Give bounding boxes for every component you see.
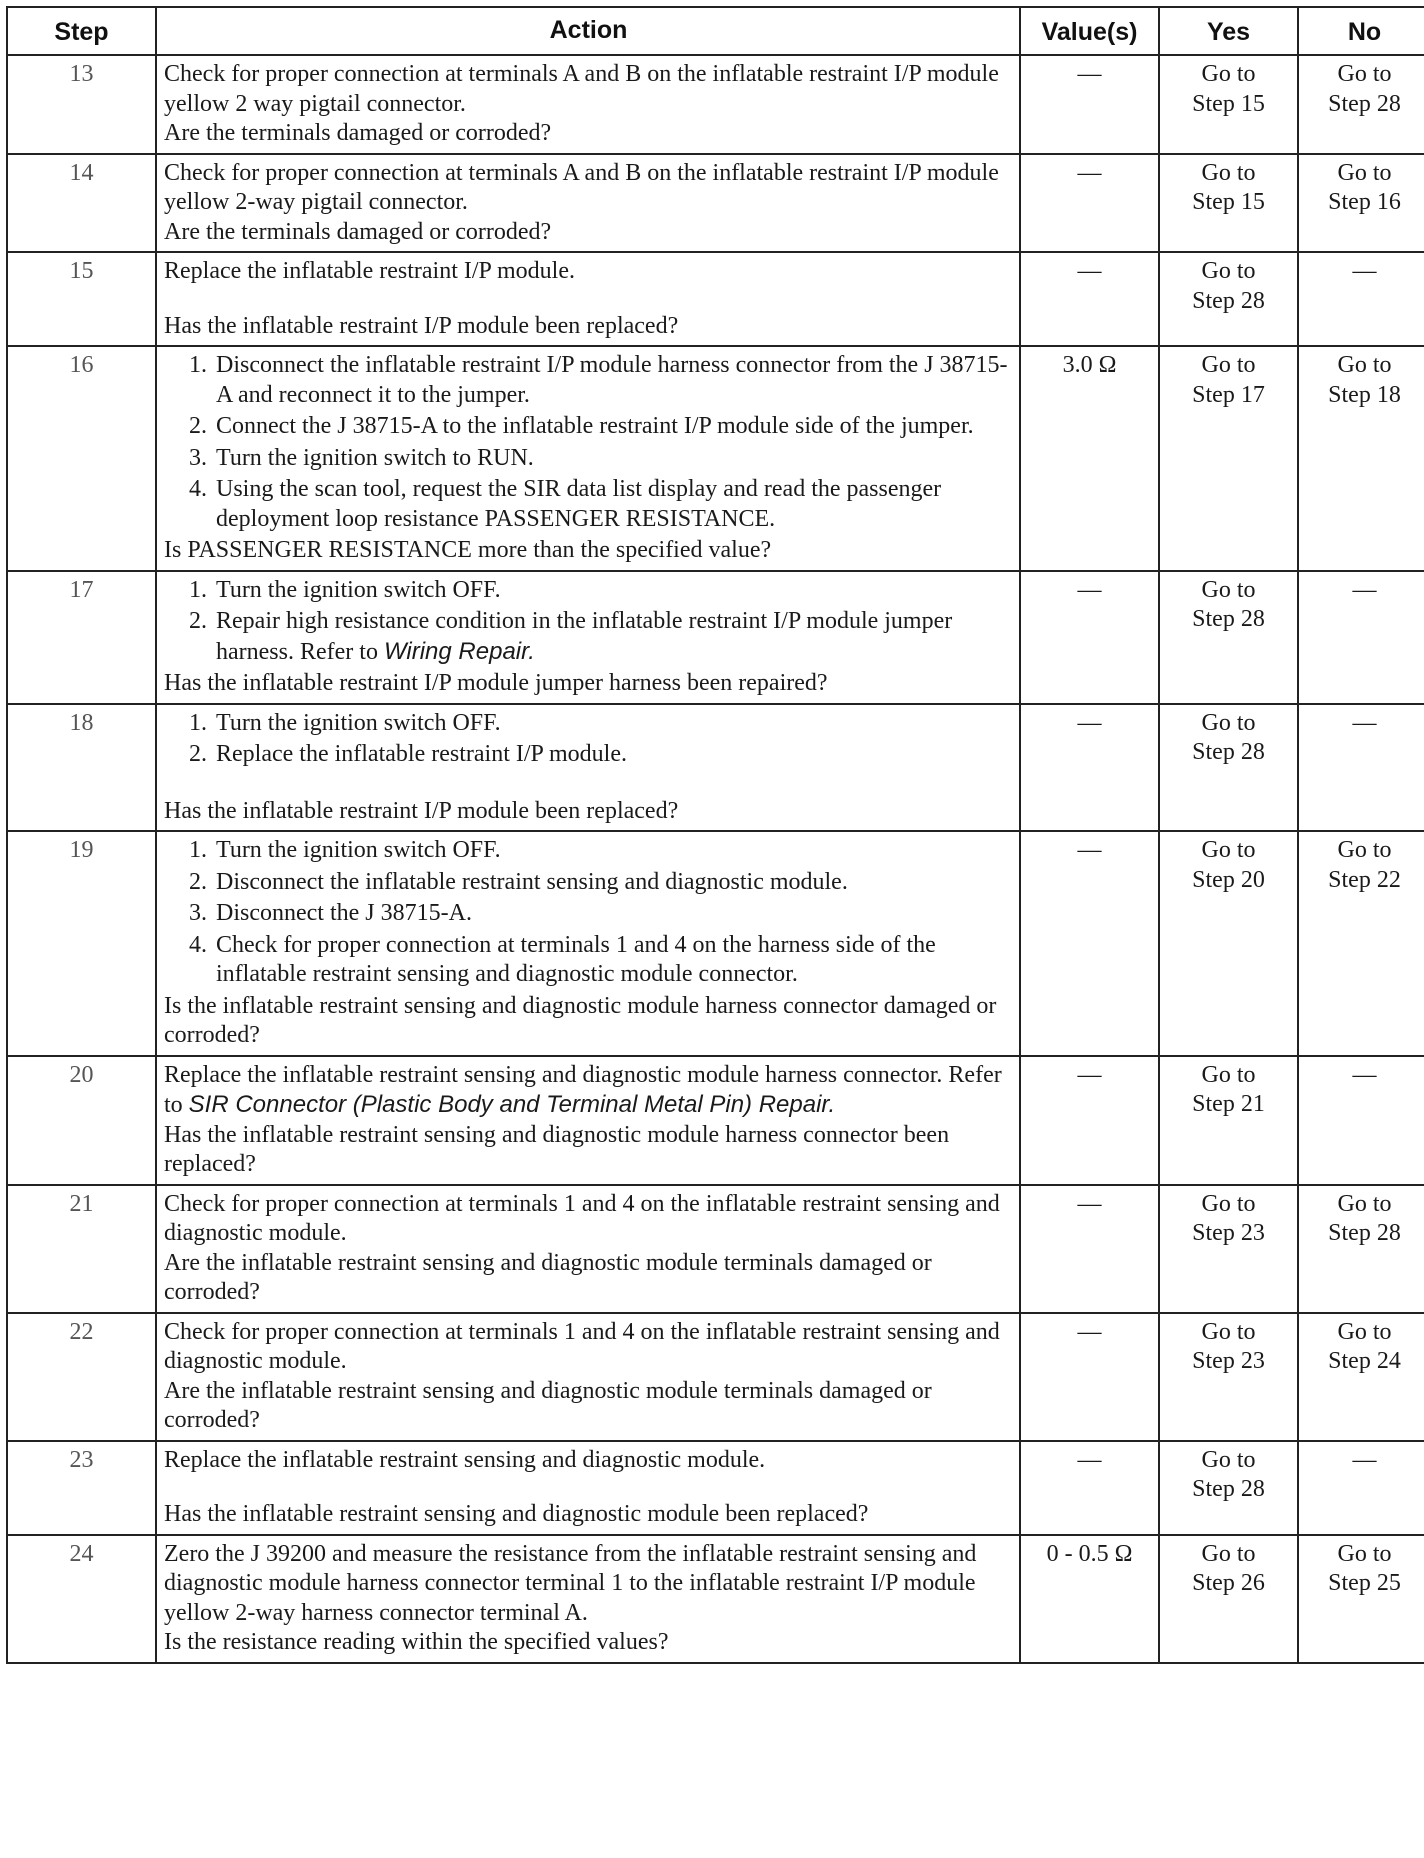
yes-cell <box>1159 252 1298 346</box>
yes-goto-step: Step 28 <box>1192 1476 1265 1502</box>
action-question: Has the inflatable restraint sensing and diagnostic module harness connector been replaced? <box>164 1121 950 1177</box>
table-header-row <box>7 7 1424 55</box>
yes-cell <box>1159 346 1298 571</box>
action-cell <box>156 55 1020 154</box>
no-goto-label: Go to <box>1337 61 1392 87</box>
substep-list <box>164 836 1013 990</box>
action-question: Are the inflatable restraint sensing and diagnostic module terminals damaged or corroded? <box>164 1377 932 1433</box>
diagnostic-table <box>6 6 1424 1664</box>
yes-goto-label: Go to <box>1201 159 1256 186</box>
no-goto-label: Go to <box>1337 352 1392 378</box>
action-question: Is PASSENGER RESISTANCE more than the specified value? <box>164 537 772 563</box>
action-cell <box>156 346 1020 571</box>
yes-goto-step: Step 23 <box>1192 1348 1265 1374</box>
table-row <box>7 252 1424 346</box>
action-text: Replace the inflatable restraint sensing and diagnostic module harness connector. Refer to <box>164 1061 1002 1118</box>
yes-goto-label: Go to <box>1201 1318 1256 1345</box>
table-row <box>7 1313 1424 1441</box>
substep: 2. Disconnect the inflatable restraint sensing and diagnostic module. <box>164 868 1013 898</box>
action-text: Zero the J 39200 and measure the resistance from the inflatable restraint sensing and diagnostic module harness connector terminal 1 to the inflatable restraint I/P module yellow 2-way harness connector terminal A. <box>164 1540 977 1626</box>
value-cell: — <box>1020 831 1159 1056</box>
action-cell <box>156 252 1020 346</box>
yes-goto-label: Go to <box>1201 1061 1256 1088</box>
action-question: Is the inflatable restraint sensing and diagnostic module harness connector damaged or corroded? <box>164 992 997 1048</box>
yes-cell <box>1159 1313 1298 1441</box>
yes-goto-label: Go to <box>1201 837 1256 863</box>
yes-goto-label: Go to <box>1201 352 1256 378</box>
no-cell <box>1298 831 1424 1056</box>
header-yes: Yes <box>1159 7 1298 55</box>
yes-cell <box>1159 1185 1298 1313</box>
yes-goto-step: Step 26 <box>1192 1570 1265 1596</box>
value-cell: — <box>1020 1185 1159 1313</box>
substep: 1. Turn the ignition switch OFF. <box>164 836 1013 866</box>
substep: 3. Turn the ignition switch to RUN. <box>164 444 1013 474</box>
no-cell <box>1298 55 1424 154</box>
no-cell: — <box>1298 704 1424 832</box>
yes-cell <box>1159 1441 1298 1535</box>
substep-text: Using the scan tool, request the SIR data list display and read the passenger deployment loop resistance PASSENGER RESISTANCE. <box>216 476 942 532</box>
no-cell <box>1298 346 1424 571</box>
action-cell <box>156 1313 1020 1441</box>
yes-goto-step: Step 15 <box>1192 90 1265 117</box>
spacer <box>164 772 1013 797</box>
action-cell <box>156 1185 1020 1313</box>
step-number: 24 <box>7 1535 156 1663</box>
no-cell: — <box>1298 571 1424 704</box>
substep-text: Turn the ignition switch OFF. <box>216 709 501 736</box>
action-cell <box>156 704 1020 832</box>
yes-cell <box>1159 704 1298 832</box>
no-cell <box>1298 1535 1424 1663</box>
step-number: 20 <box>7 1056 156 1185</box>
substep-list <box>164 709 1013 770</box>
no-goto-step: Step 28 <box>1328 90 1401 117</box>
yes-cell <box>1159 831 1298 1056</box>
yes-goto-label: Go to <box>1201 576 1256 603</box>
value-cell: — <box>1020 571 1159 704</box>
yes-cell <box>1159 1535 1298 1663</box>
action-cell <box>156 831 1020 1056</box>
action-text: Check for proper connection at terminals 1 and 4 on the inflatable restraint sensing and diagnostic module. <box>164 1318 1000 1374</box>
no-goto-step: Step 16 <box>1328 189 1401 215</box>
substep-text: Turn the ignition switch to RUN. <box>216 444 534 471</box>
yes-goto-label: Go to <box>1201 1540 1256 1567</box>
substep-text: Check for proper connection at terminals 1 and 4 on the harness side of the inflatable restraint sensing and diagnostic module connector. <box>216 931 936 987</box>
yes-goto-label: Go to <box>1201 258 1256 284</box>
yes-goto-label: Go to <box>1201 1446 1256 1473</box>
no-cell <box>1298 1185 1424 1313</box>
no-goto-label: Go to <box>1337 837 1392 863</box>
action-question: Has the inflatable restraint I/P module jumper harness been repaired? <box>164 670 828 696</box>
action-question: Has the inflatable restraint sensing and diagnostic module been replaced? <box>164 1501 869 1527</box>
substep-list <box>164 576 1013 668</box>
step-number: 14 <box>7 154 156 253</box>
action-text: Replace the inflatable restraint I/P module. <box>164 258 575 284</box>
substep: 3. Disconnect the J 38715-A. <box>164 899 1013 929</box>
no-goto-label: Go to <box>1337 1540 1392 1567</box>
yes-cell <box>1159 154 1298 253</box>
action-text: Check for proper connection at terminals 1 and 4 on the inflatable restraint sensing and diagnostic module. <box>164 1190 1000 1246</box>
step-number: 17 <box>7 571 156 704</box>
step-number: 16 <box>7 346 156 571</box>
action-cell <box>156 571 1020 704</box>
table-row <box>7 1185 1424 1313</box>
action-cell <box>156 1056 1020 1185</box>
no-goto-label: Go to <box>1337 1318 1392 1345</box>
action-text: Replace the inflatable restraint sensing and diagnostic module. <box>164 1446 766 1473</box>
value-cell: — <box>1020 154 1159 253</box>
step-number: 15 <box>7 252 156 346</box>
table-row <box>7 1056 1424 1185</box>
no-goto-step: Step 22 <box>1328 866 1401 893</box>
step-number: 13 <box>7 55 156 154</box>
no-goto-step: Step 25 <box>1328 1570 1401 1596</box>
yes-goto-step: Step 28 <box>1192 287 1265 314</box>
substep: 2. Connect the J 38715-A to the inflatable restraint I/P module side of the jumper. <box>164 412 1013 442</box>
yes-goto-step: Step 21 <box>1192 1091 1265 1117</box>
step-number: 21 <box>7 1185 156 1313</box>
action-question: Is the resistance reading within the specified values? <box>164 1629 669 1655</box>
value-cell: — <box>1020 1056 1159 1185</box>
table-row <box>7 1535 1424 1663</box>
substep-text: Replace the inflatable restraint I/P module. <box>216 741 627 767</box>
table-row <box>7 704 1424 832</box>
spacer <box>164 287 1013 312</box>
action-text: Check for proper connection at terminals A and B on the inflatable restraint I/P module yellow 2 way pigtail connector. <box>164 61 999 117</box>
substep: 2. Repair high resistance condition in the inflatable restraint I/P module jumper harness. Refer to Wiring Repair. <box>189 608 953 665</box>
table-row <box>7 831 1424 1056</box>
no-goto-step: Step 24 <box>1328 1348 1401 1374</box>
substep: 1. Turn the ignition switch OFF. <box>164 709 1013 739</box>
spacer <box>164 1475 1013 1500</box>
table-row <box>7 346 1424 571</box>
substep-list <box>164 351 1013 534</box>
action-cell <box>156 154 1020 253</box>
header-step: Step <box>7 7 156 55</box>
no-cell <box>1298 1313 1424 1441</box>
action-cell <box>156 1535 1020 1663</box>
no-goto-step: Step 28 <box>1328 1220 1401 1246</box>
yes-goto-step: Step 20 <box>1192 866 1265 893</box>
value-cell: 0 - 0.5 Ω <box>1020 1535 1159 1663</box>
value-cell: — <box>1020 1441 1159 1535</box>
step-number: 19 <box>7 831 156 1056</box>
table-row <box>7 55 1424 154</box>
step-number: 23 <box>7 1441 156 1535</box>
substep: 2. Replace the inflatable restraint I/P module. <box>164 740 1013 770</box>
yes-goto-step: Step 15 <box>1192 189 1265 215</box>
header-values: Value(s) <box>1020 7 1159 55</box>
substep-text: Disconnect the J 38715-A. <box>216 900 472 926</box>
header-no: No <box>1298 7 1424 55</box>
action-question: Are the terminals damaged or corroded? <box>164 218 552 245</box>
substep-text: Connect the J 38715-A to the inflatable restraint I/P module side of the jumper. <box>216 413 974 439</box>
yes-goto-label: Go to <box>1201 1190 1256 1217</box>
no-cell: — <box>1298 1441 1424 1535</box>
substep: 1. Disconnect the inflatable restraint I/P module harness connector from the J 38715-A and reconnect it to the jumper. <box>164 351 1013 410</box>
yes-cell <box>1159 55 1298 154</box>
header-action: Action <box>156 7 1020 55</box>
action-question: Are the inflatable restraint sensing and diagnostic module terminals damaged or corroded? <box>164 1249 932 1305</box>
action-question: Has the inflatable restraint I/P module been replaced? <box>164 797 679 824</box>
value-cell: — <box>1020 1313 1159 1441</box>
substep: 4. Check for proper connection at terminals 1 and 4 on the harness side of the inflatable restraint sensing and diagnostic module connector. <box>164 931 1013 990</box>
substep-text: Repair high resistance condition in the inflatable restraint I/P module jumper harness. Refer to <box>216 608 953 665</box>
table-row <box>7 154 1424 253</box>
action-text: Check for proper connection at terminals A and B on the inflatable restraint I/P module yellow 2-way pigtail connector. <box>164 159 999 215</box>
yes-goto-step: Step 28 <box>1192 606 1265 632</box>
value-cell: — <box>1020 55 1159 154</box>
reference-link: Wiring Repair. <box>383 637 535 665</box>
step-number: 22 <box>7 1313 156 1441</box>
table-row <box>7 571 1424 704</box>
no-cell <box>1298 154 1424 253</box>
yes-goto-label: Go to <box>1201 709 1256 736</box>
substep-text: Disconnect the inflatable restraint sensing and diagnostic module. <box>216 868 848 895</box>
value-cell: — <box>1020 704 1159 832</box>
action-question: Are the terminals damaged or corroded? <box>164 120 552 146</box>
yes-cell <box>1159 1056 1298 1185</box>
no-cell: — <box>1298 1056 1424 1185</box>
value-cell: 3.0 Ω <box>1020 346 1159 571</box>
yes-goto-step: Step 23 <box>1192 1220 1265 1246</box>
reference-link: SIR Connector (Plastic Body and Terminal Metal Pin) Repair. <box>188 1091 836 1118</box>
action-question: Has the inflatable restraint I/P module been replaced? <box>164 312 679 339</box>
no-cell: — <box>1298 252 1424 346</box>
yes-cell <box>1159 571 1298 704</box>
yes-goto-step: Step 28 <box>1192 739 1265 765</box>
no-goto-label: Go to <box>1337 159 1392 186</box>
substep-text: Turn the ignition switch OFF. <box>216 576 501 603</box>
yes-goto-step: Step 17 <box>1192 381 1265 408</box>
substep-text: Disconnect the inflatable restraint I/P module harness connector from the J 38715-A and reconnect it to the jumper. <box>216 352 1008 408</box>
table-row <box>7 1441 1424 1535</box>
yes-goto-label: Go to <box>1201 61 1256 87</box>
substep-text: Turn the ignition switch OFF. <box>216 837 501 863</box>
value-cell: — <box>1020 252 1159 346</box>
no-goto-step: Step 18 <box>1328 381 1401 408</box>
substep: 4. Using the scan tool, request the SIR data list display and read the passenger deployment loop resistance PASSENGER RESISTANCE. <box>164 475 1013 534</box>
no-goto-label: Go to <box>1337 1190 1392 1217</box>
action-cell <box>156 1441 1020 1535</box>
step-number: 18 <box>7 704 156 832</box>
substep: 1. Turn the ignition switch OFF. <box>164 576 1013 606</box>
